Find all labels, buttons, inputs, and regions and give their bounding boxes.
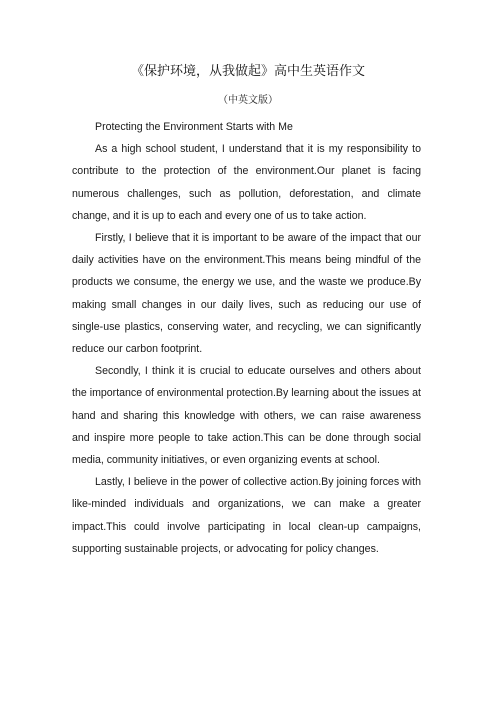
essay-paragraph-2: Firstly, I believe that it is important to be aware of the impact that our daily activities have on the environment.This means being mindful of the products we consume, the energy we use, and the waste we produce.By making small changes in our daily lives, such as reducing our use of single-use plastics, conserving water, and recycling, we can significantly reduce our carbon footprint.	[72, 232, 421, 356]
essay-paragraph-3: Secondly, I think it is crucial to educate ourselves and others about the importance of environmental protection.By learning about the issues at hand and sharing this knowledge with others, we can raise awareness and inspire more people to take action.This can be done through social media, community initiatives, or even organizing events at school.	[72, 365, 421, 467]
essay-paragraph-4: Lastly, I believe in the power of collective action.By joining forces with like-minded individuals and organizations, we can make a greater impact.This could involve participating in local clean-up campaigns, supporting sustainable projects, or advocating for policy changes.	[72, 476, 421, 555]
document-title: 《保护环境，从我做起》高中生英语作文	[130, 64, 365, 79]
document-subtitle: （中英文版）	[218, 95, 278, 106]
essay-heading: Protecting the Environment Starts with Me	[95, 121, 293, 133]
essay-body	[72, 116, 421, 560]
essay-paragraph-1: As a high school student, I understand that it is my responsibility to contribute to the protection of the environment.Our planet is facing numerous challenges, such as pollution, deforestation, and climate change, and it is up to each and every one of us to take action.	[72, 143, 421, 222]
